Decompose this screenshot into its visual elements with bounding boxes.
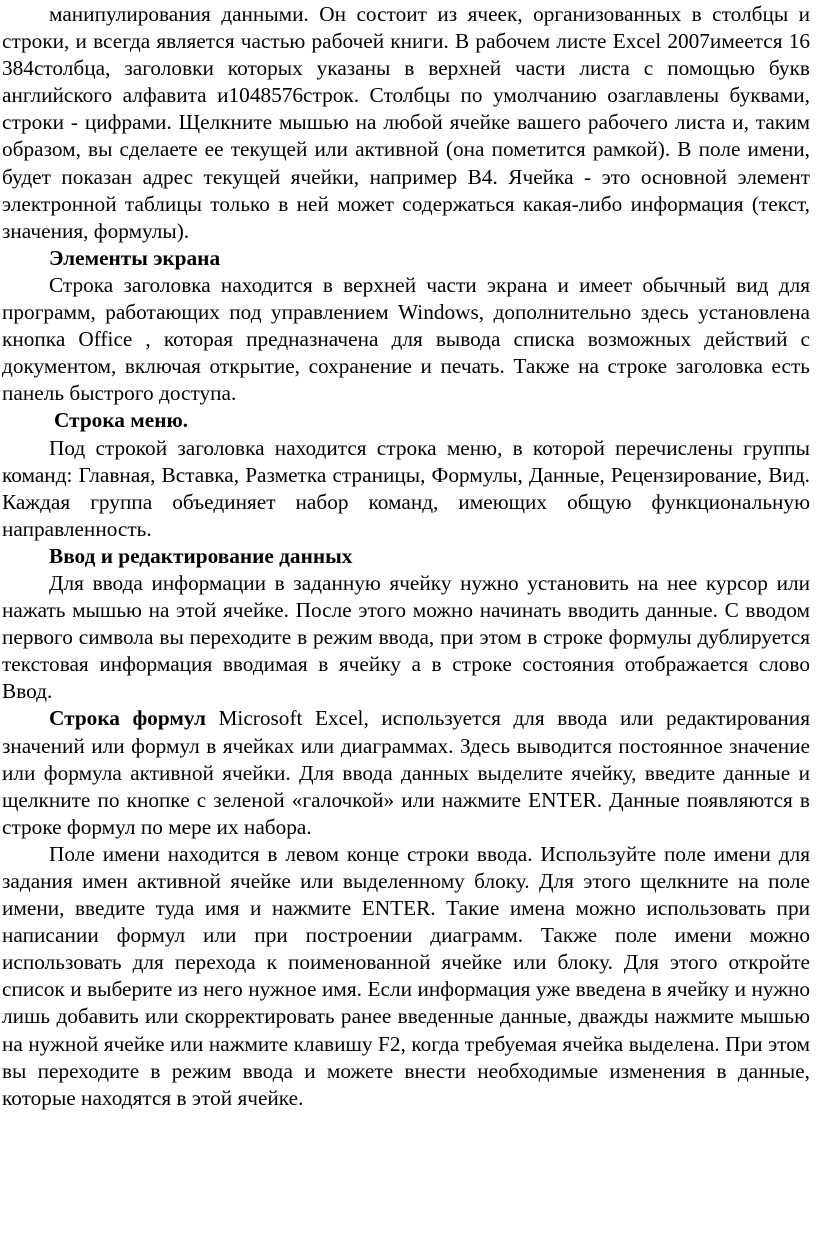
name-box-paragraph: Поле имени находится в левом конце строки ввода. Используйте поле имени для задания имен активной ячейке или выделенному блоку. Для этого щелкните на поле имени, введите туда имя и нажмите ENTER. Такие имена можно использовать при написании формул или при построении диаграмм. Также поле имени можно использовать для перехода к поименованной ячейке или блоку. Для этого откройте список и выберите из него нужное имя. Если информация уже введена в ячейку и нужно лишь добавить или скорректировать ранее введенные данные, дважды нажмите мышью на нужной ячейке или нажмите клавишу F2, когда требуемая ячейка выделена. При этом вы переходите в режим ввода и можете внести необходимые изменения в данные, которые находятся в этой ячейке. [2,841,810,1110]
screen-elements-heading: Элементы экрана [49,245,221,270]
data-input-paragraph: Для ввода информации в заданную ячейку нужно установить на нее курсор или нажать мышью на этой ячейке. После этого можно начинать вводить данные. С вводом первого символа вы переходите в режим ввода, при этом в строке формулы дублируется текстовая информация вводимая в ячейку а в строке состояния отображается слово Ввод. [2,570,810,704]
intro-paragraph: манипулирования данными. Он состоит из ячеек, организованных в столбцы и строки, и всегда является частью рабочей книги. В рабочем листе Excel 2007имеется 16 384столбца, заголовки которых указаны в верхней части листа с помощью букв английского алфавита и1048576строк. Столбцы по умолчанию озаглавлены буквами, строки - цифрами. Щелкните мышью на любой ячейке вашего рабочего листа и, таким образом, вы сделаете ее текущей или активной (она пометится рамкой). В поле имени, будет показан адрес текущей ячейки, например В4. Ячейка - это основной элемент электронной таблицы только в ней может содержаться какая-либо информация (текст, значения, формулы). [2,2,810,243]
menu-bar-paragraph: Под строкой заголовка находится строка меню, в которой перечислены группы команд: Главная, Вставка, Разметка страницы, Формулы, Данные, Рецензирование, Вид. Каждая группа объединяет набор команд, имеющих общую функциональную направленность. [2,435,810,541]
formula-bar-heading: Строка формул [49,706,206,731]
screen-elements-paragraph: Строка заголовка находится в верхней части экрана и имеет обычный вид для программ, работающих под управлением Windows, дополнительно здесь установлена кнопка Office , которая предназначена для вывода списка возможных действий с документом, включая открытие, сохранение и печать. Также на строке заголовка есть панель быстрого доступа. [2,272,810,406]
data-input-heading: Ввод и редактирование данных [49,543,353,568]
menu-bar-heading: Строка меню. [54,408,189,433]
formula-bar-paragraph [2,705,810,840]
formula-bar-text: Microsoft Excel, используется для ввода или редактирования значений или формул в ячейках или диаграммах. Здесь выводится постоянное значение или формула активной ячейки. Для ввода данных выделите ячейку, введите данные и щелкните по кнопке с зеленой «галочкой» или нажмите ENTER. Данные появляются в строке формул по мере их набора. [2,706,810,839]
